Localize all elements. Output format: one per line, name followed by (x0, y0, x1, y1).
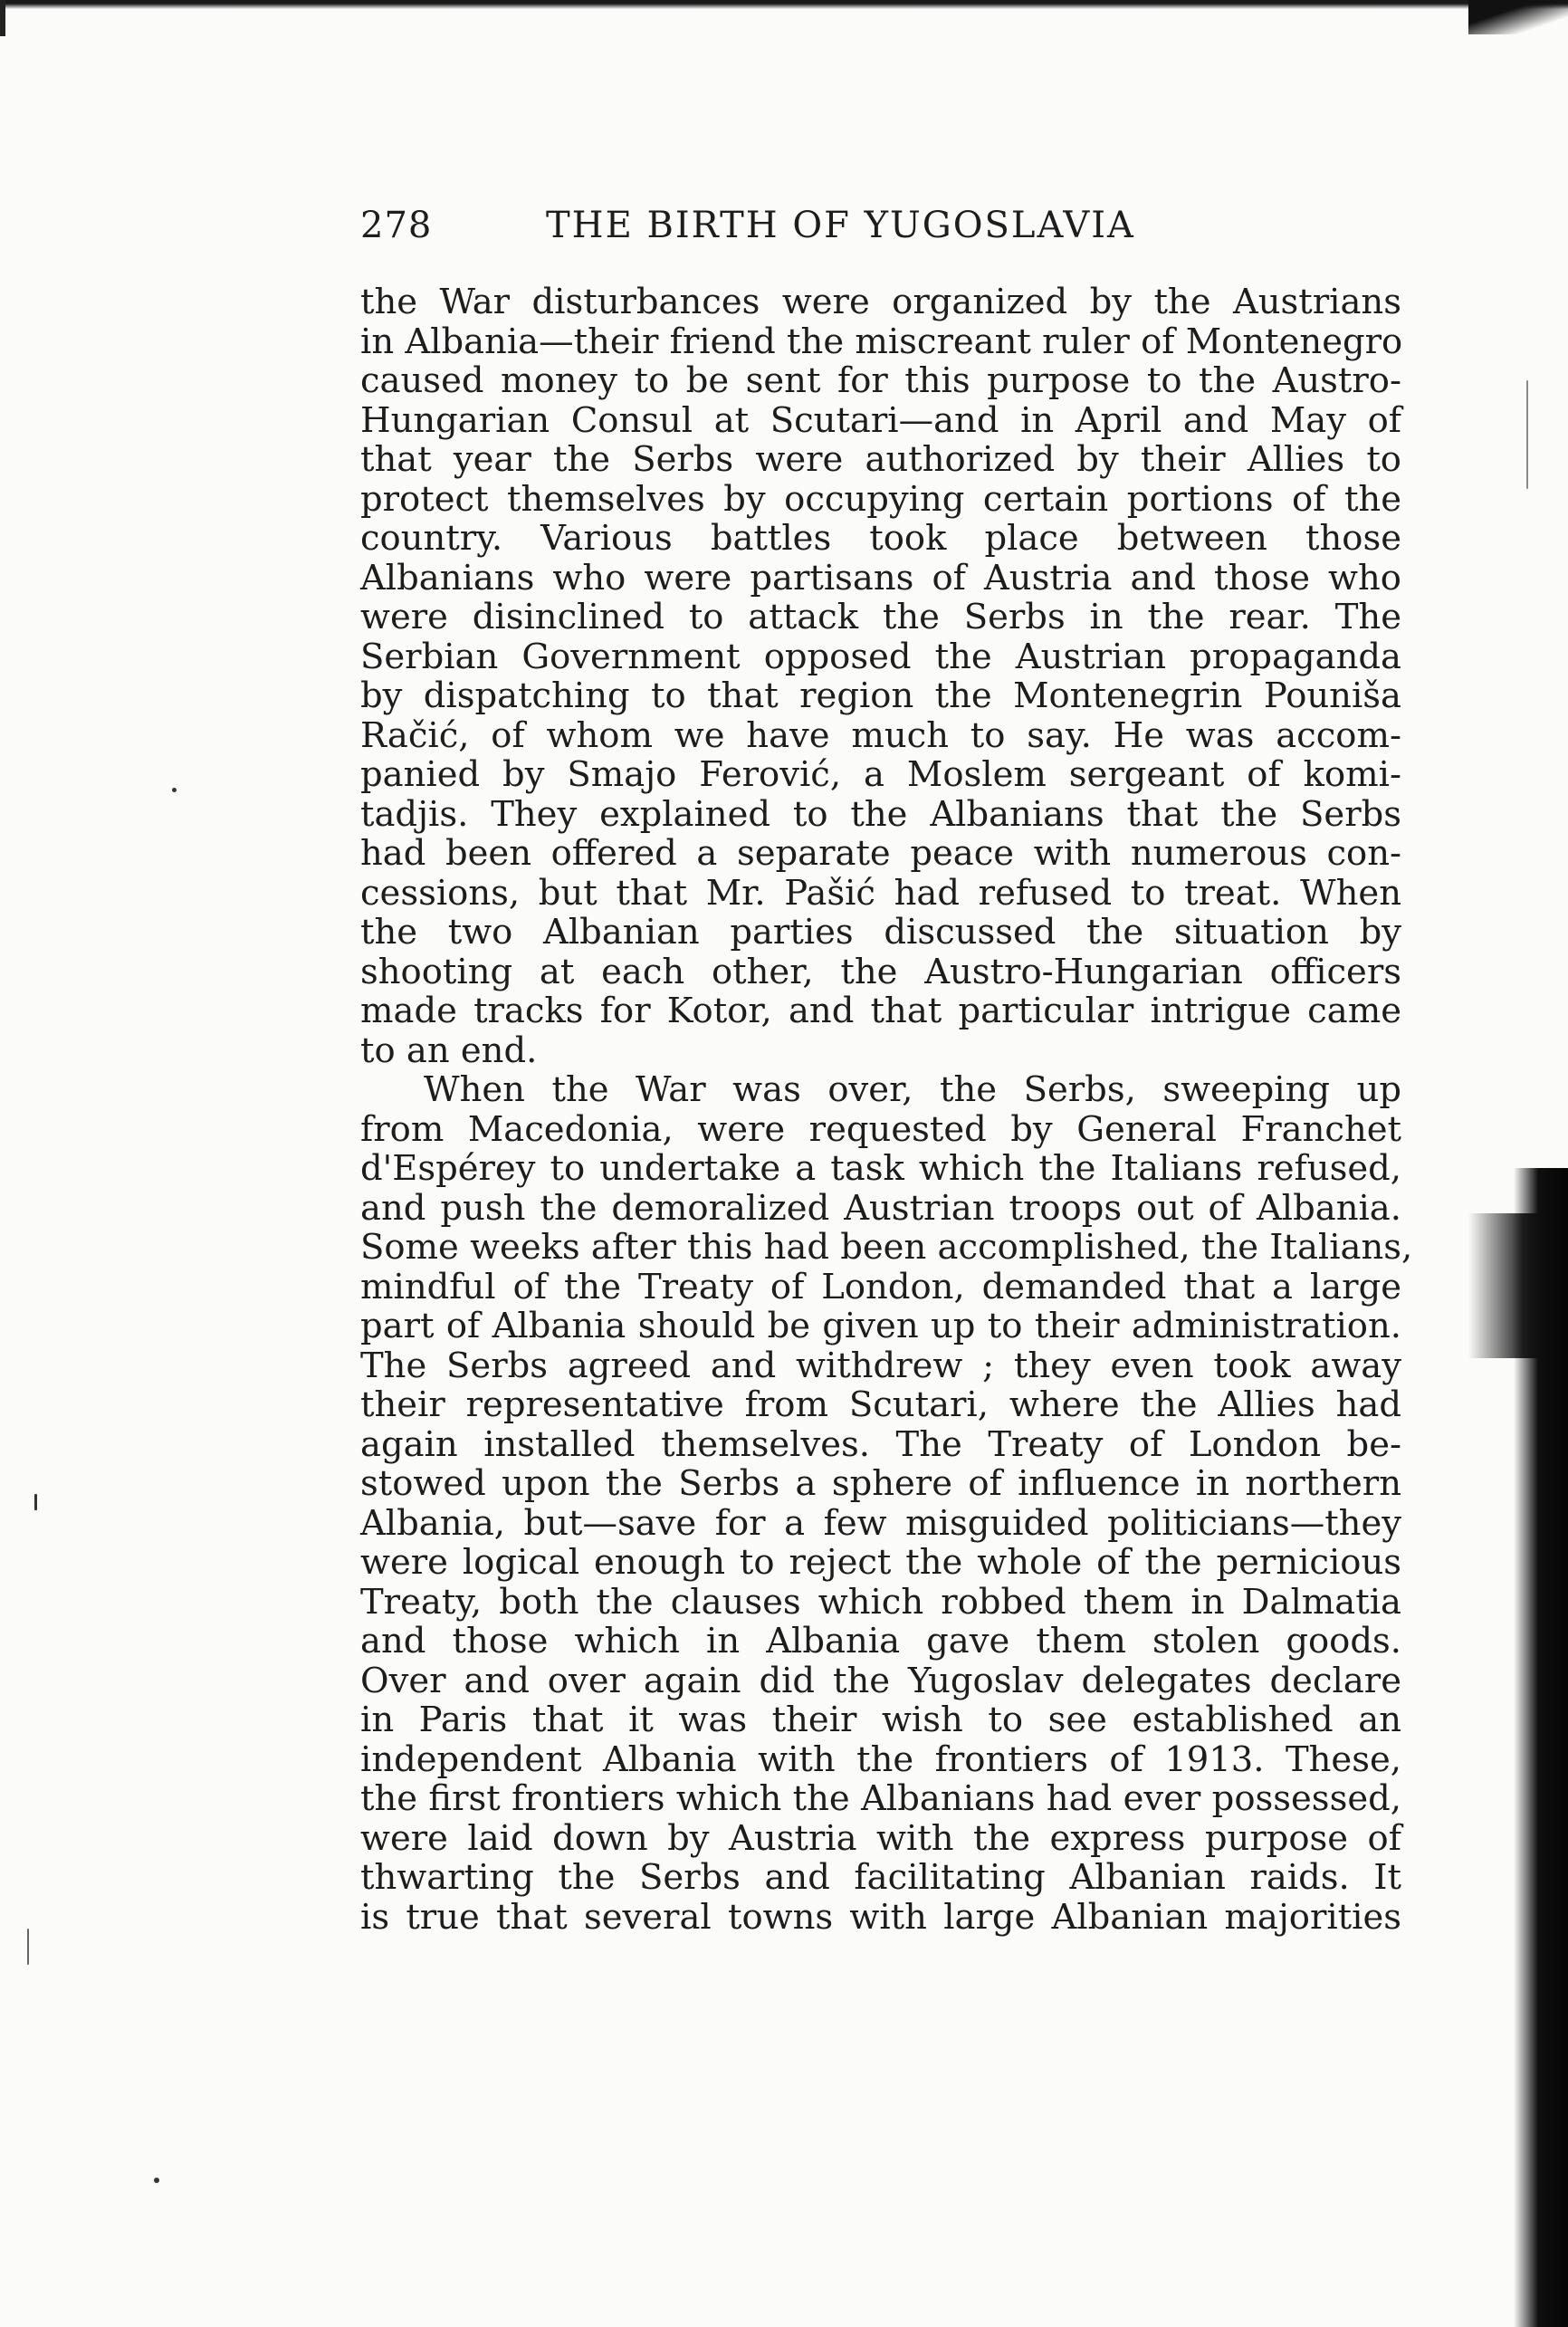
text-line: were logical enough to reject the whole of the pernicious (360, 1542, 1401, 1583)
text-line: independent Albania with the frontiers of 1913. These, (360, 1738, 1401, 1780)
text-line: the two Albanian parties discussed the situation by (360, 912, 1401, 953)
text-line: panied by Smajo Ferović, a Moslem sergeant of komi- (360, 754, 1401, 795)
text-line: in Paris that it was their wish to see established an (360, 1700, 1401, 1740)
text-line: from Macedonia, were requested by General Franchet (360, 1108, 1401, 1150)
scan-binding-shadow (1514, 1168, 1568, 2327)
scan-speck (172, 788, 177, 792)
scan-left-mark (0, 0, 5, 36)
scan-speck (34, 1494, 37, 1510)
text-line: the War disturbances were organized by the Austrians (360, 282, 1401, 322)
text-line: stowed upon the Serbs a sphere of influence in northern (360, 1463, 1401, 1504)
text-line: shooting at each other, the Austro-Hungarian officers (360, 951, 1401, 992)
text-line: their representative from Scutari, where the Allies had (360, 1384, 1401, 1425)
page-number: 278 (360, 205, 433, 246)
text-line: that year the Serbs were authorized by their Allies to (360, 439, 1401, 480)
scan-speck (154, 2178, 159, 2183)
text-line: and push the demoralized Austrian troops out of Albania. (360, 1187, 1401, 1229)
text-line: to an end. (360, 1029, 538, 1071)
scan-speck (1526, 380, 1528, 489)
text-line: Serbian Government opposed the Austrian propaganda (360, 636, 1401, 677)
text-line: The Serbs agreed and withdrew ; they even took away (360, 1345, 1401, 1386)
text-line: d'Espérey to undertake a task which the Italians refused, (360, 1148, 1401, 1189)
text-line: Some weeks after this had been accomplished, the Italians, (360, 1227, 1413, 1268)
text-line: part of Albania should be given up to their administration. (360, 1306, 1401, 1346)
text-line: had been offered a separate peace with numerous con- (360, 833, 1401, 874)
running-title: THE BIRTH OF YUGOSLAVIA (546, 205, 1135, 246)
text-line: Albanians who were partisans of Austria and those who (360, 557, 1401, 599)
text-line: made tracks for Kotor, and that particular intrigue came (360, 991, 1401, 1031)
scan-top-corner (1468, 0, 1568, 34)
text-line: thwarting the Serbs and facilitating Albanian raids. It (360, 1857, 1401, 1898)
text-line: Albania, but—save for a few misguided politicians—they (360, 1502, 1401, 1544)
body-text (360, 282, 1413, 1938)
text-line: is true that several towns with large Albanian majorities (360, 1896, 1401, 1938)
text-line: protect themselves by occupying certain portions of the (360, 478, 1401, 520)
paragraph-start-line: When the War was over, the Serbs, sweeping up (424, 1069, 1401, 1110)
text-line: Račić, of whom we have much to say. He was accom- (360, 714, 1401, 756)
text-line: country. Various battles took place between those (360, 518, 1401, 559)
text-line: again installed themselves. The Treaty of London be- (360, 1423, 1401, 1465)
text-line: were laid down by Austria with the express purpose of (360, 1817, 1401, 1859)
scan-top-edge (0, 0, 1568, 9)
text-line: in Albania—their friend the miscreant ruler of Montenegro (360, 321, 1403, 362)
scan-speck (27, 1929, 29, 1965)
page-header (360, 205, 1401, 259)
text-line: were disinclined to attack the Serbs in the rear. The (360, 597, 1401, 637)
text-line: and those which in Albania gave them stolen goods. (360, 1621, 1401, 1661)
text-line: the first frontiers which the Albanians had ever possessed, (360, 1778, 1401, 1819)
text-line: Over and over again did the Yugoslav delegates declare (360, 1660, 1401, 1701)
text-line: Treaty, both the clauses which robbed them in Dalmatia (360, 1581, 1401, 1623)
text-line: mindful of the Treaty of London, demanded that a large (360, 1266, 1401, 1307)
text-line: Hungarian Consul at Scutari—and in April and May of (360, 399, 1401, 441)
text-line: by dispatching to that region the Montenegrin Pouniša (360, 675, 1401, 716)
text-line: caused money to be sent for this purpose to the Austro- (360, 360, 1401, 401)
text-line: cessions, but that Mr. Pašić had refused to treat. When (360, 872, 1401, 914)
text-line: tadjis. They explained to the Albanians that the Serbs (360, 793, 1401, 835)
